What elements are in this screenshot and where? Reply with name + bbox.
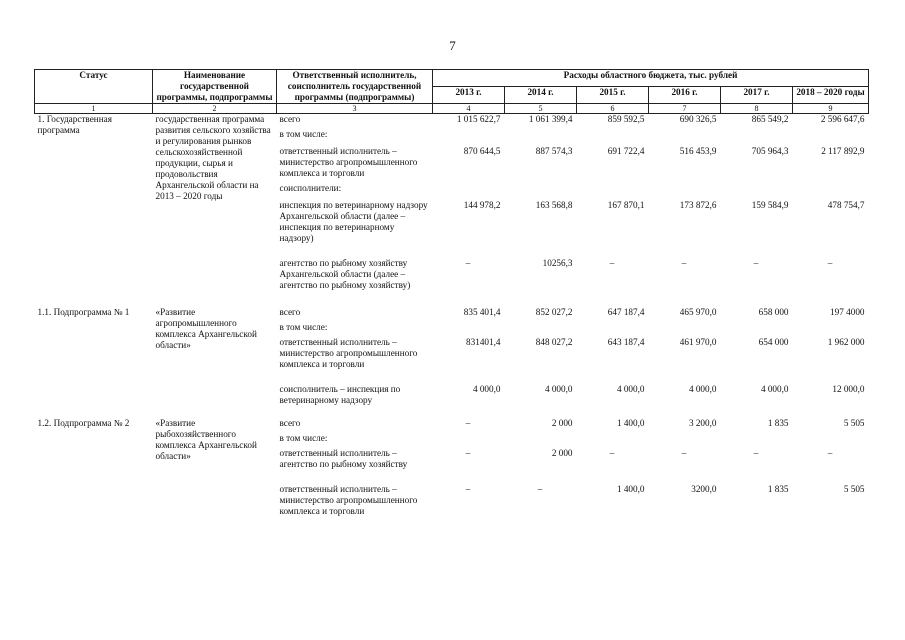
executor-cell: ответственный исполнитель – министерство агропромышленного комплекса и торговли — [279, 337, 418, 369]
budget-table — [34, 69, 869, 517]
value-cell — [793, 183, 869, 200]
value-cell: 4 000,0 — [472, 384, 501, 394]
value-cell — [721, 433, 793, 448]
section-name: «Развитие рыбохозяйственного комплекса Архангельской области» — [155, 418, 257, 461]
value-cell: – — [609, 448, 615, 458]
column-number: 1 — [35, 104, 153, 114]
value-cell: 705 964,3 — [751, 146, 789, 156]
value-cell: 865 549,2 — [751, 114, 789, 124]
column-number: 3 — [277, 104, 433, 114]
value-cell — [433, 129, 505, 146]
value-cell: 859 592,5 — [607, 114, 645, 124]
value-cell: 2 000 — [551, 448, 573, 458]
section-gap — [35, 295, 869, 307]
value-cell — [721, 129, 793, 146]
value-cell — [649, 322, 721, 337]
section-name: «Развитие агропромышленного комплекса Архангельской области» — [155, 307, 257, 350]
value-cell: 12 000,0 — [832, 384, 865, 394]
section-name: государственная программа развития сельского хозяйства и регулирования рынков сельскохозяйственной продукции, сырья и продовольствия Архангельской области на 2013 – 2020 годы — [155, 114, 271, 201]
value-cell: 691 722,4 — [607, 146, 645, 156]
section-status: 1.2. Подпрограмма № 2 — [37, 418, 130, 428]
value-cell — [505, 129, 577, 146]
header-year: 2014 г. — [505, 87, 577, 104]
column-number: 2 — [153, 104, 277, 114]
value-cell: 4 000,0 — [616, 384, 645, 394]
value-cell — [433, 183, 505, 200]
value-cell — [721, 183, 793, 200]
header-year: 2016 г. — [649, 87, 721, 104]
executor-cell: агентство по рыбному хозяйству Архангельской области (далее – агентство по рыбному хозяйству) — [279, 258, 411, 290]
section-status: 1. Государственная программа — [37, 114, 112, 135]
value-cell: – — [681, 448, 687, 458]
value-cell: 1 061 399,4 — [528, 114, 573, 124]
column-number: 7 — [649, 104, 721, 114]
value-cell — [793, 433, 869, 448]
value-cell: 465 970,0 — [679, 307, 717, 317]
table-row — [35, 114, 869, 130]
executor-cell: соисполнитель – инспекция по ветеринарному надзору — [279, 384, 401, 405]
executor-cell: в том числе: — [279, 129, 328, 139]
value-cell: 163 568,8 — [535, 200, 573, 210]
gap-cell — [35, 406, 869, 418]
column-number: 9 — [793, 104, 869, 114]
column-number: 6 — [577, 104, 649, 114]
table-body — [35, 114, 869, 518]
value-cell: 4 000,0 — [544, 384, 573, 394]
header-year: 2013 г. — [433, 87, 505, 104]
value-cell — [577, 129, 649, 146]
value-cell: 5 505 — [843, 418, 865, 428]
value-cell: 852 027,2 — [535, 307, 573, 317]
value-cell: 848 027,2 — [535, 337, 573, 347]
executor-cell: в том числе: — [279, 322, 328, 332]
value-cell: 4 000,0 — [760, 384, 789, 394]
value-cell — [577, 322, 649, 337]
section-gap — [35, 406, 869, 418]
executor-cell: всего — [279, 418, 301, 428]
value-cell: 835 401,4 — [463, 307, 501, 317]
value-cell — [649, 129, 721, 146]
value-cell — [433, 322, 505, 337]
executor-cell: ответственный исполнитель – министерство агропромышленного комплекса и торговли — [279, 484, 418, 516]
value-cell — [793, 322, 869, 337]
value-cell — [433, 433, 505, 448]
value-cell: 690 326,5 — [679, 114, 717, 124]
value-cell: 654 000 — [758, 337, 789, 347]
value-cell — [505, 433, 577, 448]
value-cell: 3 200,0 — [688, 418, 717, 428]
table-row — [35, 307, 869, 322]
value-cell: – — [465, 484, 471, 494]
executor-cell: в том числе: — [279, 433, 328, 443]
value-cell: 2 596 647,6 — [820, 114, 865, 124]
header-executor: Ответственный исполнитель, соисполнитель государственной программы (подпрограммы) — [277, 70, 433, 104]
column-number: 5 — [505, 104, 577, 114]
value-cell: – — [465, 448, 471, 458]
value-cell: 3200,0 — [691, 484, 717, 494]
value-cell: 1 400,0 — [616, 484, 645, 494]
value-cell: 173 872,6 — [679, 200, 717, 210]
value-cell: – — [753, 448, 759, 458]
section-status: 1.1. Подпрограмма № 1 — [37, 307, 130, 317]
value-cell: 643 187,4 — [607, 337, 645, 347]
value-cell — [793, 129, 869, 146]
value-cell: – — [465, 258, 471, 268]
value-cell: – — [681, 258, 687, 268]
value-cell: 870 644,5 — [463, 146, 501, 156]
value-cell: 1 835 — [767, 484, 789, 494]
page-number: 7 — [449, 38, 456, 53]
executor-cell: инспекция по ветеринарному надзору Архангельской области (далее – инспекция по ветеринарному надзору) — [279, 200, 428, 243]
table-row — [35, 418, 869, 433]
value-cell: 658 000 — [758, 307, 789, 317]
value-cell: 4 000,0 — [688, 384, 717, 394]
header-year: 2015 г. — [577, 87, 649, 104]
value-cell: 1 015 622,7 — [456, 114, 501, 124]
executor-cell: соисполнители: — [279, 183, 342, 193]
header-expenses: Расходы областного бюджета, тыс. рублей — [433, 70, 869, 87]
header-name: Наименование государственной программы, подпрограммы — [153, 70, 277, 104]
executor-cell: всего — [279, 114, 301, 124]
value-cell: 1 962 000 — [827, 337, 865, 347]
value-cell — [505, 183, 577, 200]
value-cell — [505, 322, 577, 337]
value-cell: – — [609, 258, 615, 268]
value-cell: 1 400,0 — [616, 418, 645, 428]
value-cell: 887 574,3 — [535, 146, 573, 156]
value-cell — [721, 322, 793, 337]
value-cell: 2 000 — [551, 418, 573, 428]
value-cell: – — [827, 258, 833, 268]
value-cell: 2 117 892,9 — [821, 146, 865, 156]
value-cell: – — [537, 484, 543, 494]
value-cell: 167 870,1 — [607, 200, 645, 210]
value-cell — [577, 433, 649, 448]
value-cell: 478 754,7 — [827, 200, 865, 210]
value-cell: – — [465, 418, 471, 428]
value-cell: – — [827, 448, 833, 458]
value-cell: 1 835 — [767, 418, 789, 428]
value-cell — [649, 183, 721, 200]
value-cell: 5 505 — [843, 484, 865, 494]
value-cell: 197 4000 — [830, 307, 865, 317]
value-cell: 159 584,9 — [751, 200, 789, 210]
executor-cell: ответственный исполнитель – агентство по рыбному хозяйству — [279, 448, 408, 469]
value-cell — [649, 433, 721, 448]
value-cell — [577, 183, 649, 200]
header-year: 2018 – 2020 годы — [793, 87, 869, 104]
value-cell: 831401,4 — [466, 337, 501, 347]
gap-cell — [35, 295, 869, 307]
value-cell: 10256,3 — [542, 258, 573, 268]
value-cell: 516 453,9 — [679, 146, 717, 156]
column-number: 8 — [721, 104, 793, 114]
value-cell: 461 970,0 — [679, 337, 717, 347]
header-year: 2017 г. — [721, 87, 793, 104]
header-status: Статус — [35, 70, 153, 104]
value-cell: 647 187,4 — [607, 307, 645, 317]
executor-cell: всего — [279, 307, 301, 317]
value-cell: – — [753, 258, 759, 268]
value-cell: 144 978,2 — [463, 200, 501, 210]
column-number: 4 — [433, 104, 505, 114]
executor-cell: ответственный исполнитель – министерство агропромышленного комплекса и торговли — [279, 146, 418, 178]
